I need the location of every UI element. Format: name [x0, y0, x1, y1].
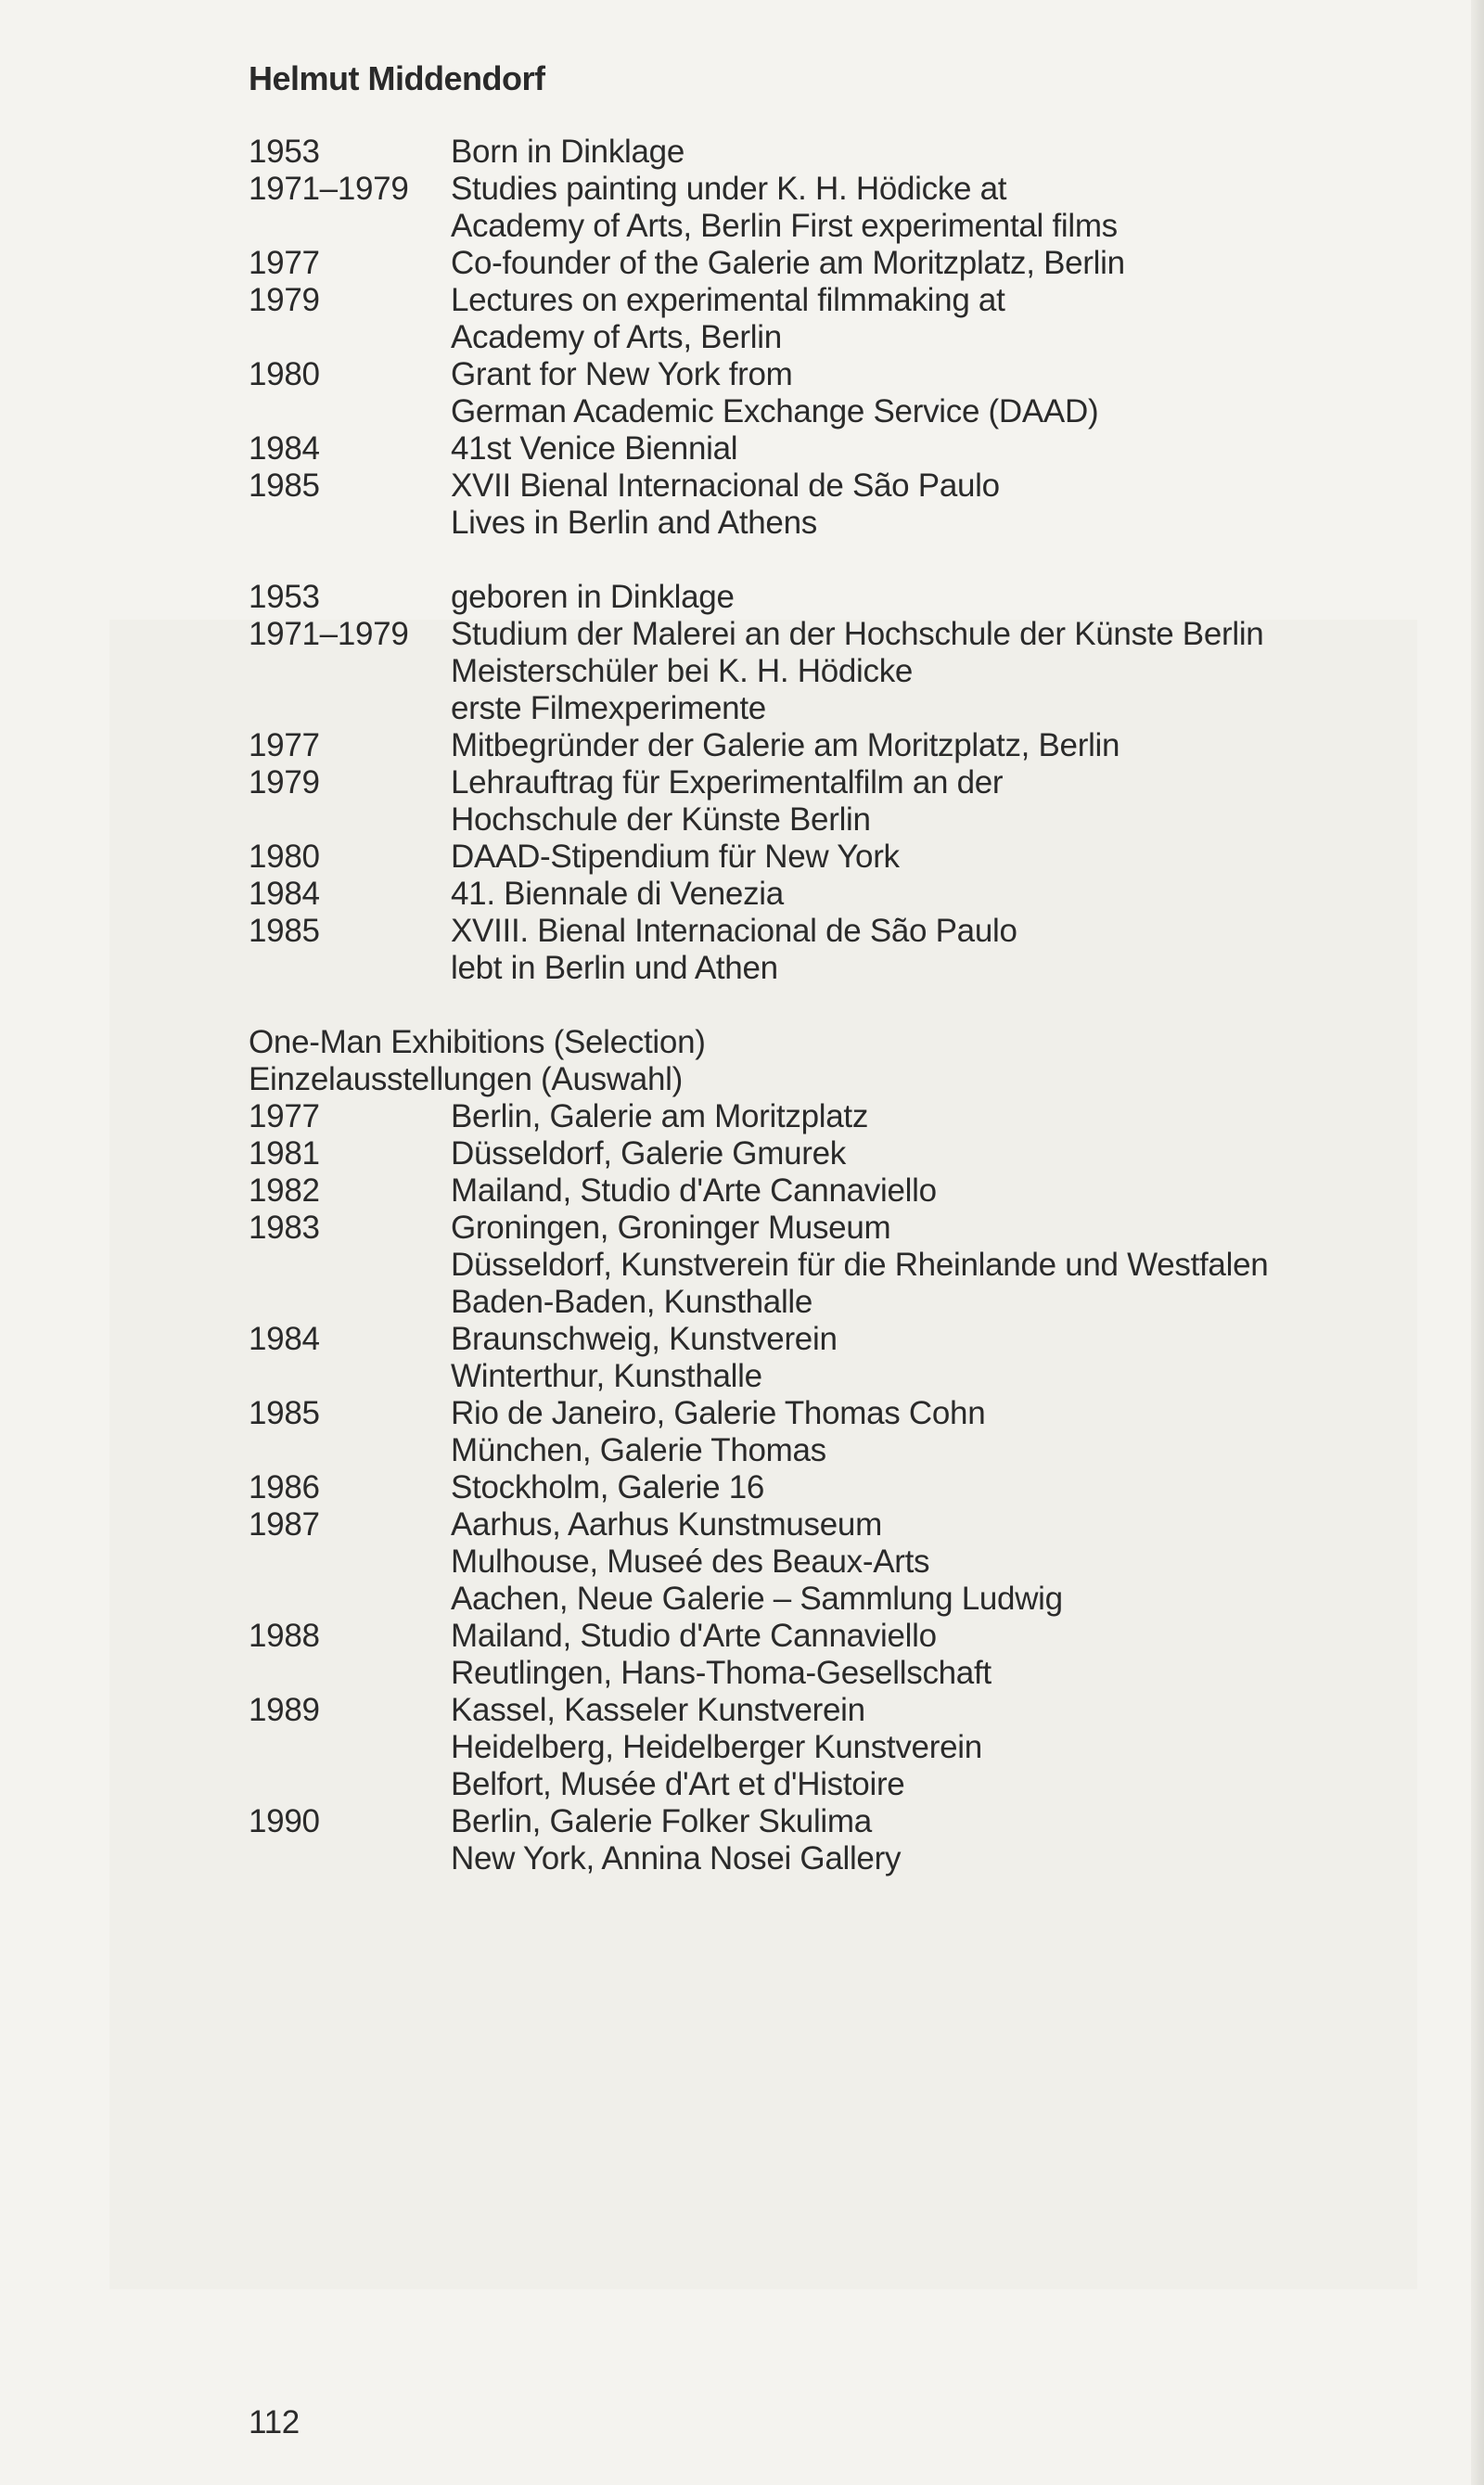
entry-text [451, 764, 1417, 839]
entry-line: Braunschweig, Kunstverein [451, 1321, 838, 1357]
entry-year: 1989 [249, 1692, 320, 1728]
entry-text [451, 468, 1417, 542]
entry-year: 1977 [249, 727, 320, 763]
exhibitions-heading-de: Einzelausstellungen (Auswahl) [249, 1061, 683, 1097]
entry-line: Mailand, Studio d'Arte Cannaviello [451, 1618, 937, 1654]
entry-line: lebt in Berlin und Athen [451, 950, 778, 986]
list-item [249, 1803, 1417, 1877]
list-item [249, 171, 1417, 245]
list-item [249, 282, 1417, 356]
entry-year: 1988 [249, 1618, 320, 1654]
page-title: Helmut Middendorf [249, 59, 545, 97]
entry-text [451, 1135, 1417, 1172]
entry-line: Mitbegründer der Galerie am Moritzplatz, Berlin [451, 727, 1120, 763]
list-item [249, 1172, 1417, 1210]
entry-line: Winterthur, Kunsthalle [451, 1358, 762, 1394]
entry-line: XVIII. Bienal Internacional de São Paulo [451, 913, 1017, 949]
entry-text [451, 282, 1417, 356]
entry-text [451, 1469, 1417, 1506]
list-item [249, 1098, 1417, 1135]
entry-line: Rio de Janeiro, Galerie Thomas Cohn [451, 1395, 986, 1431]
page-number: 112 [249, 2404, 300, 2440]
entry-text [451, 430, 1417, 468]
exhibitions-heading-en: One-Man Exhibitions (Selection) [249, 1024, 706, 1060]
entry-line: Hochschule der Künste Berlin [451, 801, 871, 838]
entry-text [451, 1395, 1417, 1469]
entry-text [451, 245, 1417, 282]
list-item [249, 1692, 1417, 1803]
entry-line: Born in Dinklage [451, 134, 685, 170]
entry-line: Berlin, Galerie am Moritzplatz [451, 1098, 869, 1134]
entry-year: 1979 [249, 282, 320, 318]
entry-line: 41. Biennale di Venezia [451, 876, 784, 912]
entry-year: 1953 [249, 134, 320, 170]
entry-text [451, 356, 1417, 430]
list-item [249, 356, 1417, 430]
list-item [249, 1618, 1417, 1692]
entry-line: Mulhouse, Museé des Beaux-Arts [451, 1544, 930, 1580]
list-item [249, 616, 1417, 727]
entry-line: Academy of Arts, Berlin First experimental films [451, 208, 1118, 244]
entry-text [451, 1098, 1417, 1135]
entry-year: 1979 [249, 764, 320, 801]
list-item [249, 1506, 1417, 1618]
entry-line: 41st Venice Biennial [451, 430, 738, 467]
entry-line: Berlin, Galerie Folker Skulima [451, 1803, 872, 1839]
entry-line: Aarhus, Aarhus Kunstmuseum [451, 1506, 882, 1543]
entry-year: 1981 [249, 1135, 320, 1172]
entry-line: Lehrauftrag für Experimentalfilm an der [451, 764, 1004, 801]
biography-german [249, 579, 1417, 987]
entry-year: 1980 [249, 839, 320, 875]
entry-text [451, 1506, 1417, 1618]
list-item [249, 430, 1417, 468]
list-item [249, 468, 1417, 542]
entry-line: Studium der Malerei an der Hochschule der Künste Berlin [451, 616, 1264, 652]
entry-line: Co-founder of the Galerie am Moritzplatz, Berlin [451, 245, 1125, 281]
list-item [249, 1321, 1417, 1395]
entry-text [451, 1210, 1417, 1321]
page-edge [1471, 0, 1484, 2485]
entry-line: München, Galerie Thomas [451, 1432, 826, 1468]
entry-year: 1986 [249, 1469, 320, 1505]
entry-line: Stockholm, Galerie 16 [451, 1469, 765, 1505]
entry-year: 1984 [249, 876, 320, 912]
exhibitions-list [249, 1098, 1417, 1877]
entry-year: 1977 [249, 245, 320, 281]
list-item [249, 876, 1417, 913]
entry-line: Lives in Berlin and Athens [451, 505, 817, 541]
entry-year: 1982 [249, 1172, 320, 1209]
entry-text [451, 1692, 1417, 1803]
entry-line: Reutlingen, Hans-Thoma-Gesellschaft [451, 1655, 991, 1691]
entry-text [451, 134, 1417, 171]
list-item [249, 913, 1417, 987]
entry-line: Studies painting under K. H. Hödicke at [451, 171, 1007, 207]
list-item [249, 134, 1417, 171]
entry-year: 1985 [249, 468, 320, 504]
list-item [249, 1469, 1417, 1506]
list-item [249, 245, 1417, 282]
entry-line: Grant for New York from [451, 356, 793, 392]
entry-text [451, 171, 1417, 245]
entry-text [451, 727, 1417, 764]
entry-line: Mailand, Studio d'Arte Cannaviello [451, 1172, 937, 1209]
entry-text [451, 839, 1417, 876]
list-item [249, 727, 1417, 764]
entry-year: 1985 [249, 1395, 320, 1431]
list-item [249, 1395, 1417, 1469]
biography-english [249, 134, 1417, 542]
entry-text [451, 616, 1417, 727]
entry-text [451, 579, 1417, 616]
list-item [249, 839, 1417, 876]
entry-line: Düsseldorf, Galerie Gmurek [451, 1135, 846, 1172]
entry-year: 1987 [249, 1506, 320, 1543]
entry-line: German Academic Exchange Service (DAAD) [451, 393, 1099, 429]
entry-line: Meisterschüler bei K. H. Hödicke [451, 653, 914, 689]
exhibitions-section [249, 1024, 1417, 1877]
entry-year: 1971–1979 [249, 616, 409, 652]
list-item [249, 579, 1417, 616]
entry-line: Groningen, Groninger Museum [451, 1210, 891, 1246]
entry-line: Aachen, Neue Galerie – Sammlung Ludwig [451, 1581, 1063, 1617]
entry-line: Belfort, Musée d'Art et d'Histoire [451, 1766, 905, 1802]
entry-line: New York, Annina Nosei Gallery [451, 1840, 902, 1877]
entry-year: 1983 [249, 1210, 320, 1246]
entry-year: 1990 [249, 1803, 320, 1839]
entry-line: erste Filmexperimente [451, 690, 766, 726]
entry-text [451, 913, 1417, 987]
entry-line: Kassel, Kasseler Kunstverein [451, 1692, 865, 1728]
document-body [249, 56, 1417, 1877]
entry-line: Düsseldorf, Kunstverein für die Rheinlande und Westfalen [451, 1247, 1269, 1283]
entry-year: 1984 [249, 430, 320, 467]
entry-line: Academy of Arts, Berlin [451, 319, 782, 355]
entry-line: Lectures on experimental filmmaking at [451, 282, 1005, 318]
entry-line: XVII Bienal Internacional de São Paulo [451, 468, 1000, 504]
list-item [249, 1135, 1417, 1172]
list-item [249, 764, 1417, 839]
entry-year: 1971–1979 [249, 171, 409, 207]
entry-text [451, 876, 1417, 913]
entry-year: 1984 [249, 1321, 320, 1357]
entry-line: geboren in Dinklage [451, 579, 735, 615]
list-item [249, 1210, 1417, 1321]
entry-text [451, 1172, 1417, 1210]
entry-year: 1953 [249, 579, 320, 615]
entry-line: Baden-Baden, Kunsthalle [451, 1284, 813, 1320]
entry-year: 1980 [249, 356, 320, 392]
entry-text [451, 1618, 1417, 1692]
entry-line: DAAD-Stipendium für New York [451, 839, 900, 875]
entry-text [451, 1803, 1417, 1877]
entry-year: 1977 [249, 1098, 320, 1134]
entry-text [451, 1321, 1417, 1395]
entry-year: 1985 [249, 913, 320, 949]
entry-line: Heidelberg, Heidelberger Kunstverein [451, 1729, 982, 1765]
